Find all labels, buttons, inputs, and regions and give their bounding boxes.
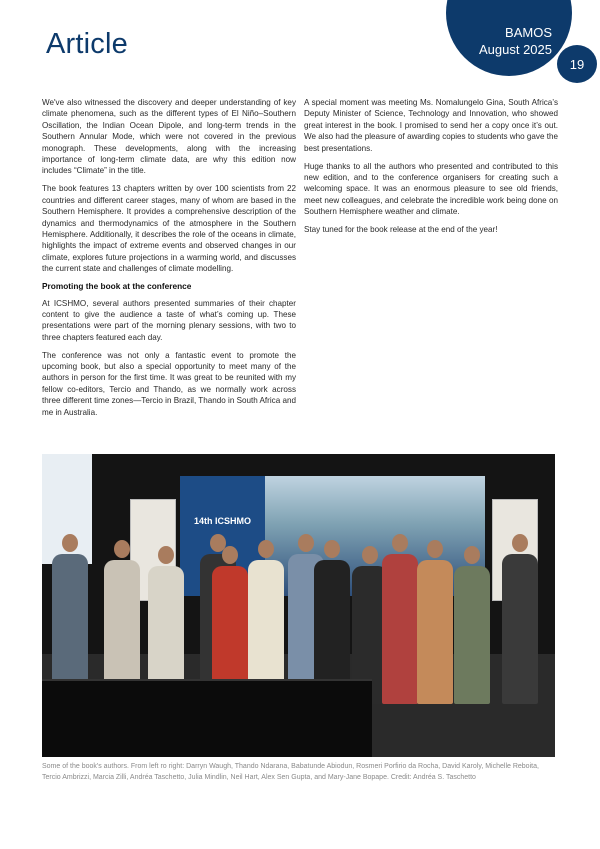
section-title: Article xyxy=(46,28,128,60)
publication-name: BAMOS xyxy=(505,25,552,40)
person-head xyxy=(258,540,274,558)
paragraph: The book features 13 chapters written by over 100 scientists from 22 countries and different career stages, many of whom are based in the Southern Hemisphere. It provides a comprehensive description of the dynamics and thermodynamics of the atmosphere in the Southern Hemisphere. Additionally, it describes the role of the oceans in climate, highlights the impact of extreme events and observed changes in our climate, explores future projections in a warming world, and discusses the current state and challenges of climate modelling. xyxy=(42,184,296,274)
person-head xyxy=(427,540,443,558)
person-head xyxy=(222,546,238,564)
paragraph: We've also witnessed the discovery and deeper understanding of key climate phenomena, such as the different types of El Niño–Southern Oscillation, the Indian Ocean Dipole, and long-term trends in the Southern Annular Mode, which were not covered in the previous monograph. These developments, along with the increasing importance of long-term climate data, are why this edition now includes “Climate” in the title. xyxy=(42,98,296,176)
right-column xyxy=(304,97,558,242)
person-head xyxy=(512,534,528,552)
person-head xyxy=(114,540,130,558)
issue-date: August 2025 xyxy=(478,42,552,57)
subheading: Promoting the book at the conference xyxy=(42,281,192,292)
person-figure xyxy=(417,560,453,704)
person-head xyxy=(464,546,480,564)
stage xyxy=(42,679,372,757)
person-figure xyxy=(454,566,490,704)
person-figure xyxy=(382,554,418,704)
left-column xyxy=(42,97,296,425)
page-number: 19 xyxy=(557,45,597,83)
paragraph: Stay tuned for the book release at the end of the year! xyxy=(304,225,498,235)
issue-info xyxy=(479,24,552,58)
person-head xyxy=(62,534,78,552)
group-photo xyxy=(42,454,555,757)
photo-caption: Some of the book's authors. From left ro right: Darryn Waugh, Thando Ndarana, Babatunde Abiodun, Rosmeri Porfirio da Rocha, David Karoly, Michelle Reboita, Tercio Ambrizzi, Marcia Zilli, Andréa Taschetto, Julia Mindlin, Neil Hart, Alex Sen Gupta, and Mary-Jane Bopape. Credit: Andréa S. Taschetto xyxy=(42,763,539,781)
person-head xyxy=(362,546,378,564)
person-head xyxy=(324,540,340,558)
person-head xyxy=(298,534,314,552)
paragraph: A special moment was meeting Ms. Nomalungelo Gina, South Africa’s Deputy Minister of Science, Technology and Innovation, who showed great interest in the book. I promised to send her a copy once it’s out. We also had the pleasure of awarding copies to students who gave the best presentations. xyxy=(304,98,558,153)
paragraph: The conference was not only a fantastic event to promote the upcoming book, but also a special opportunity to meet many of the authors in person for the first time. It was great to be reunited with my fellow co-editors, Tercio and Thando, as we normally work across three different time zones—Tercio in Brazil, Thando in South Africa and me in Australia. xyxy=(42,350,296,417)
banner-title: 14th ICSHMO xyxy=(180,476,265,596)
person-head xyxy=(392,534,408,552)
person-figure xyxy=(502,554,538,704)
person-head xyxy=(158,546,174,564)
paragraph: At ICSHMO, several authors presented summaries of their chapter content to give the audience a taste of what’s coming up. These presentations were part of the morning plenary sessions, with two to three chapters featured each day. xyxy=(42,298,296,342)
paragraph: Huge thanks to all the authors who presented and contributed to this new edition, and to the conference organisers for creating such a welcoming space. It was an enormous pleasure to see old friends, meet new colleagues, and celebrate the incredible work being done on Southern Hemisphere weather and climate. xyxy=(304,161,558,217)
